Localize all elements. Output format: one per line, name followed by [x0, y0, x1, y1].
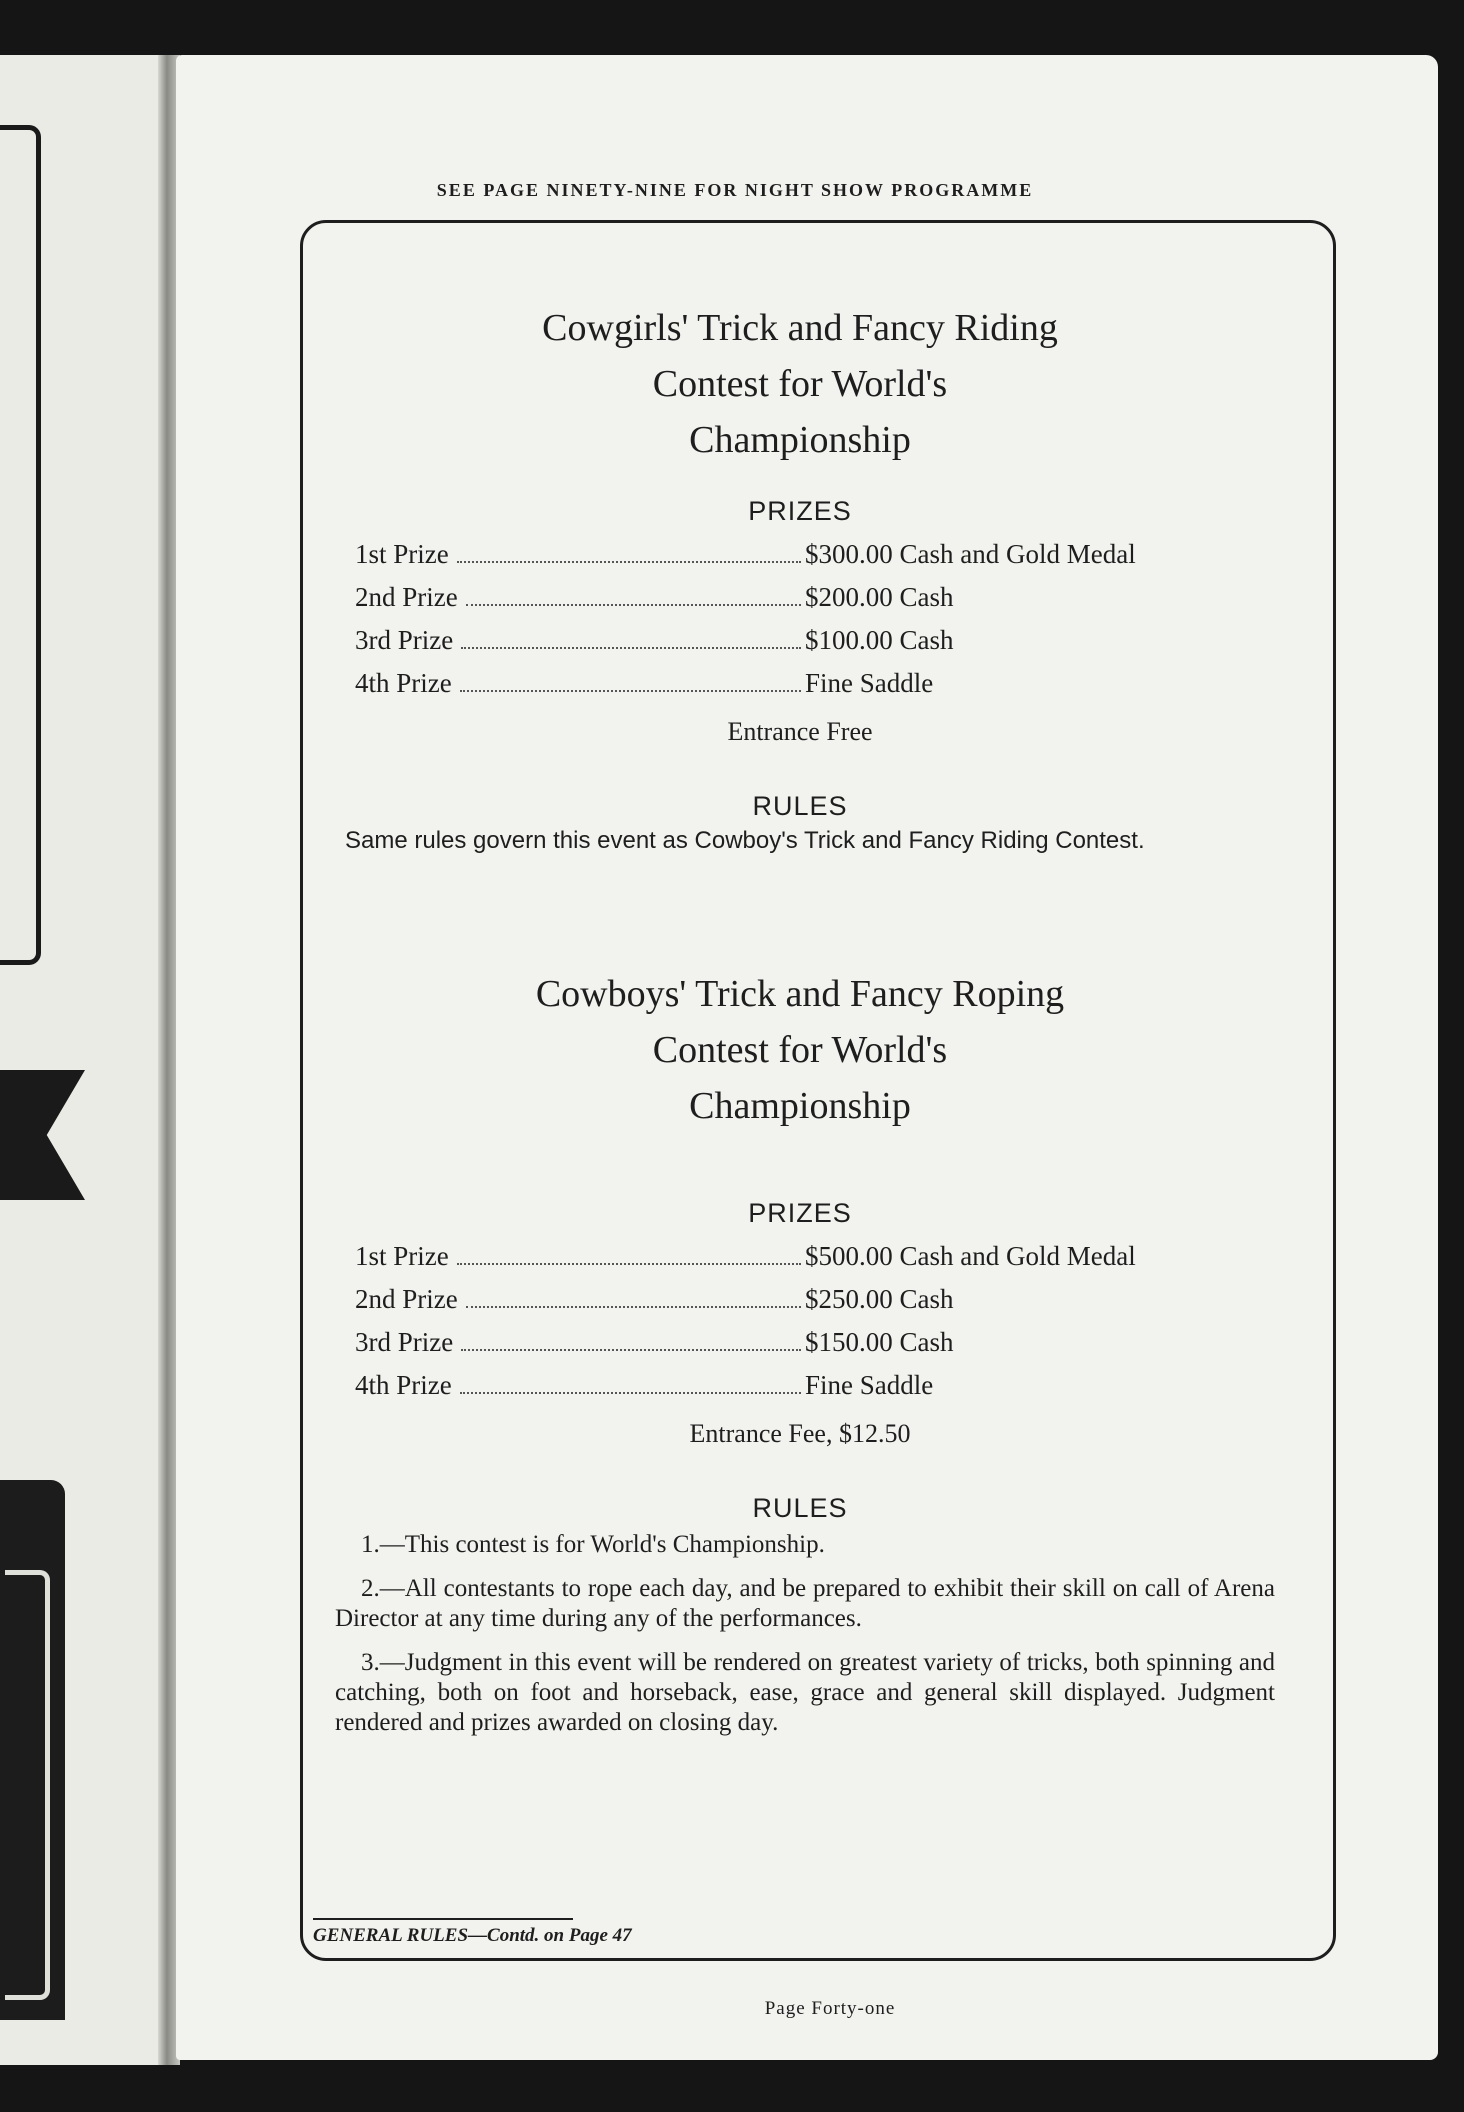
footer-divider: [313, 1918, 573, 1920]
rule-item: 2.—All contestants to rope each day, and be prepared to exhibit their skill on call of Arena Director at any time during any of the performances.: [335, 1575, 1275, 1632]
prize-name: 3rd Prize: [355, 1327, 454, 1357]
prize-name: 3rd Prize: [355, 625, 454, 655]
dot-leader: [460, 1392, 801, 1394]
prize-row: [325, 1364, 1275, 1407]
left-page-ornament-letter: [5, 1570, 50, 2000]
prize-row: [325, 619, 1275, 662]
dot-leader: [457, 561, 801, 563]
page-number: Page Forty-one: [764, 1998, 896, 2019]
title-line: Contest for World's: [652, 1029, 948, 1071]
section-title: [325, 966, 1275, 1134]
left-page-frame: [0, 125, 41, 965]
dot-leader: [461, 647, 801, 649]
prize-row: [325, 576, 1275, 619]
rules-heading: RULES: [752, 791, 848, 821]
entrance-fee: Entrance Fee, $12.50: [689, 1419, 911, 1448]
prize-row: [325, 1321, 1275, 1364]
dot-leader: [466, 604, 801, 606]
rule-item: 1.—This contest is for World's Championship.: [361, 1531, 825, 1558]
dot-leader: [460, 690, 801, 692]
rules-heading: RULES: [752, 1493, 848, 1523]
page-header: SEE PAGE NINETY-NINE FOR NIGHT SHOW PROGRAMME: [436, 180, 1034, 200]
prize-row: [325, 1278, 1275, 1321]
section-cowboys-roping: [325, 966, 1275, 1738]
title-line: Cowboys' Trick and Fancy Roping: [535, 973, 1065, 1015]
prize-value: $500.00 Cash and Gold Medal: [805, 1241, 1136, 1271]
prize-value: Fine Saddle: [805, 1370, 934, 1400]
footer-note: GENERAL RULES—Contd. on Page 47: [313, 1925, 632, 1946]
prize-list: [325, 533, 1275, 705]
prize-value: $200.00 Cash: [805, 582, 954, 612]
prize-name: 2nd Prize: [355, 582, 458, 612]
prize-value: $250.00 Cash: [805, 1284, 954, 1314]
section-cowgirls-riding: [325, 300, 1275, 854]
title-line: Championship: [689, 419, 911, 461]
title-line: Cowgirls' Trick and Fancy Riding: [542, 307, 1058, 349]
prize-row: [325, 533, 1275, 576]
prize-value: $100.00 Cash: [805, 625, 954, 655]
dot-leader: [461, 1349, 801, 1351]
prizes-heading: PRIZES: [748, 1198, 852, 1228]
prize-name: 4th Prize: [355, 1370, 452, 1400]
prize-value: $150.00 Cash: [805, 1327, 954, 1357]
prize-name: 1st Prize: [355, 1241, 449, 1271]
dot-leader: [466, 1306, 801, 1308]
prize-row: [325, 1235, 1275, 1278]
title-line: Contest for World's: [652, 363, 948, 405]
dot-leader: [457, 1263, 801, 1265]
section-spacer: [325, 1162, 1275, 1198]
prize-name: 2nd Prize: [355, 1284, 458, 1314]
prize-value: Fine Saddle: [805, 668, 934, 698]
prize-list: [325, 1235, 1275, 1407]
section-title: [325, 300, 1275, 468]
prize-value: $300.00 Cash and Gold Medal: [805, 539, 1136, 569]
prize-name: 4th Prize: [355, 668, 452, 698]
rules-text: Same rules govern this event as Cowboy's Trick and Fancy Riding Contest.: [345, 827, 1145, 854]
prize-row: [325, 662, 1275, 705]
page-content: [325, 300, 1275, 1752]
prize-name: 1st Prize: [355, 539, 449, 569]
prizes-heading: PRIZES: [748, 496, 852, 526]
title-line: Championship: [689, 1085, 911, 1127]
rule-item: 3.—Judgment in this event will be rendered on greatest variety of tricks, both spinning and catching, both on foot and horseback, ease, grace and general skill displayed. Judgment rendered and prizes awarded on closing day.: [335, 1649, 1275, 1736]
section-spacer: [325, 866, 1275, 966]
entrance-fee: Entrance Free: [727, 717, 873, 746]
